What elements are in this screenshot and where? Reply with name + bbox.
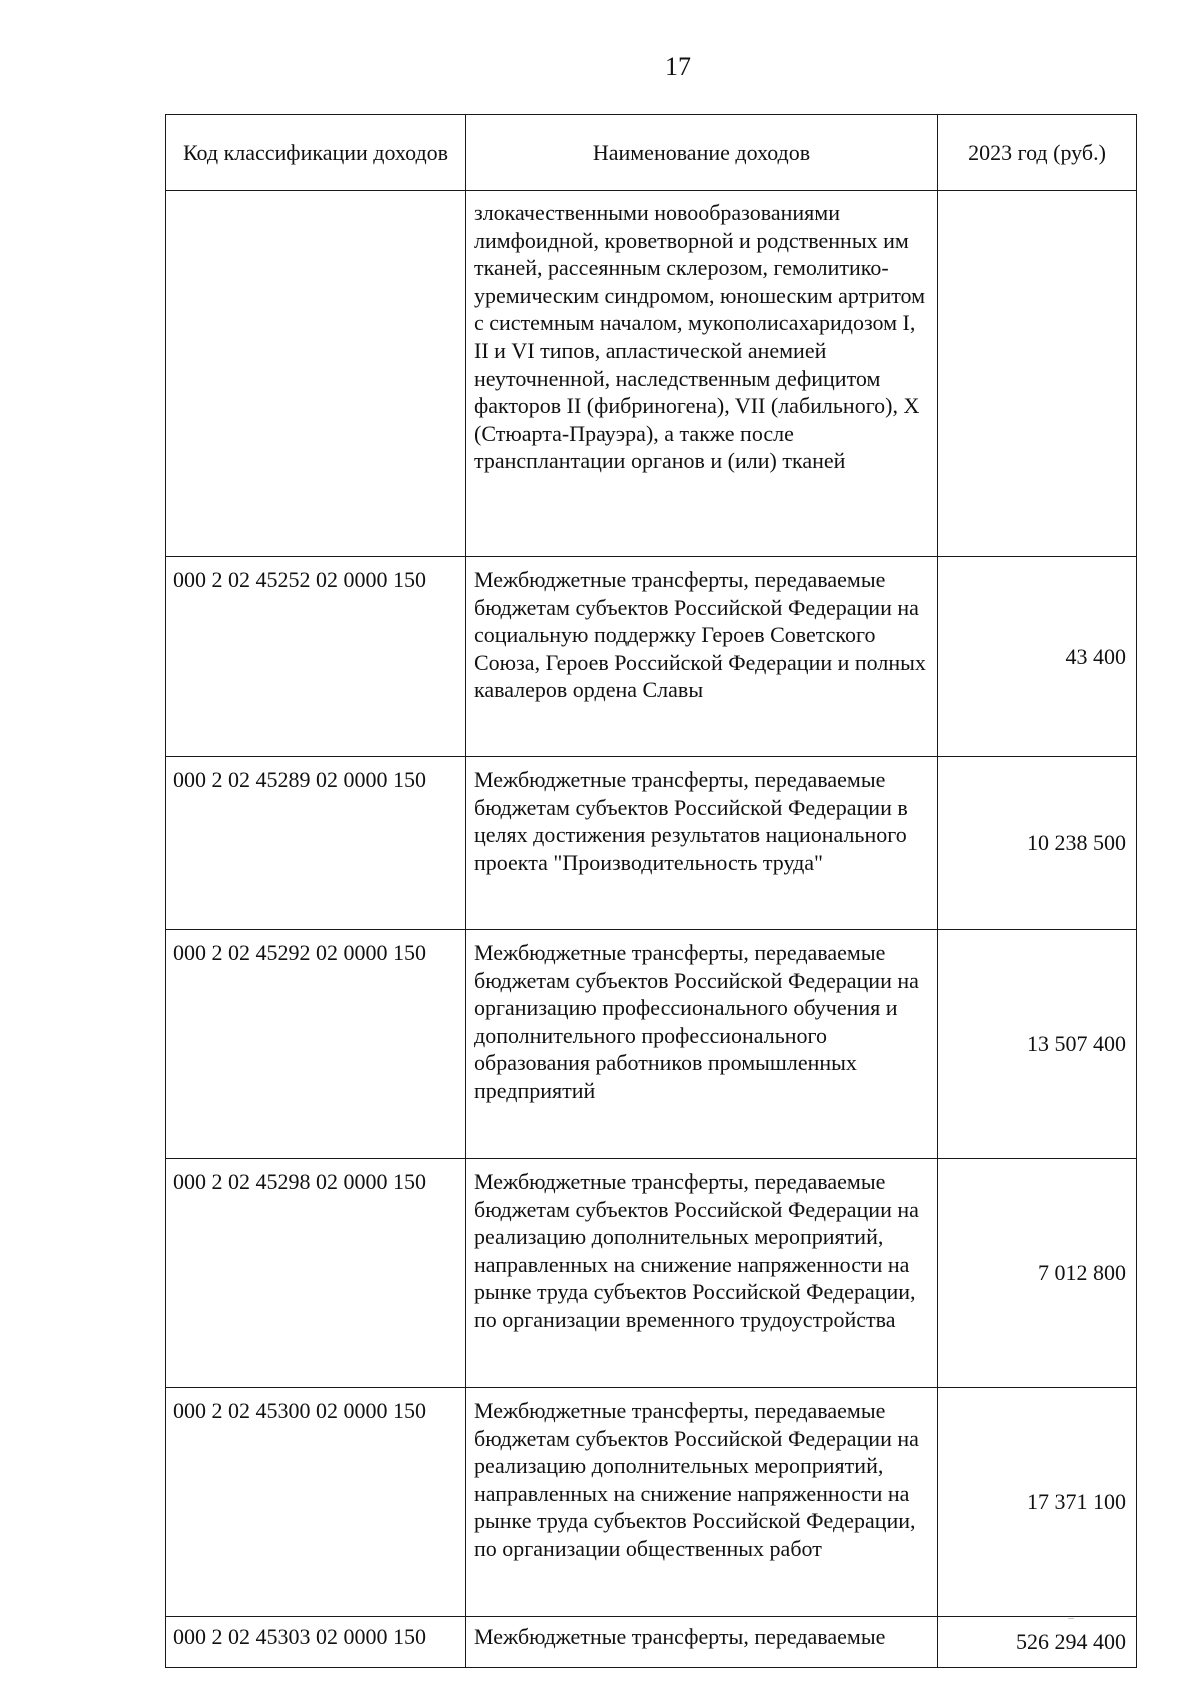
code-cell: 000 2 02 45300 02 0000 150	[166, 1388, 466, 1617]
table-row	[166, 1617, 1137, 1668]
table-row	[166, 930, 1137, 1159]
continuation-name-cell: злокачественными новообразованиями лимфоидной, кроветворной и родственных им тканей, рассеянным склерозом, гемолитико-уремическим синдромом, юношеским артритом с системным началом, мукополисахаридозом I, II и VI типов, апластической анемией неуточненной, наследственным дефицитом факторов II (фибриногена), VII (лабильного), X (Стюарта-Прауэра), а также после трансплантации органов и (или) тканей	[466, 191, 938, 557]
amount-cell: 43 400	[938, 557, 1137, 757]
name-cell: Межбюджетные трансферты, передаваемые бюджетам субъектов Российской Федерации на реализацию дополнительных мероприятий, направленных на снижение напряженности на рынке труда субъектов Российской Федерации, по организации временного трудоустройства	[466, 1159, 938, 1388]
amount-cell: 526 294 400	[938, 1617, 1137, 1668]
name-cell: Межбюджетные трансферты, передаваемые бюджетам субъектов Российской Федерации в целях достижения результатов национального проекта "Производительность труда"	[466, 757, 938, 930]
scan-speck	[1068, 1618, 1074, 1619]
code-cell: 000 2 02 45252 02 0000 150	[166, 557, 466, 757]
name-cell: Межбюджетные трансферты, передаваемые	[466, 1617, 938, 1668]
continuation-code-cell	[166, 191, 466, 557]
table-row-continuation	[166, 191, 1137, 557]
table-row	[166, 1388, 1137, 1617]
name-cell: Межбюджетные трансферты, передаваемые бюджетам субъектов Российской Федерации на реализацию дополнительных мероприятий, направленных на снижение напряженности на рынке труда субъектов Российской Федерации, по организации общественных работ	[466, 1388, 938, 1617]
header-code: Код классификации доходов	[166, 115, 466, 191]
continuation-amount-cell	[938, 191, 1137, 557]
code-cell: 000 2 02 45298 02 0000 150	[166, 1159, 466, 1388]
amount-cell: 10 238 500	[938, 757, 1137, 930]
amount-cell: 17 371 100	[938, 1388, 1137, 1617]
revenue-table	[165, 114, 1137, 1668]
code-cell: 000 2 02 45292 02 0000 150	[166, 930, 466, 1159]
table-row	[166, 557, 1137, 757]
code-cell: 000 2 02 45303 02 0000 150	[166, 1617, 466, 1668]
code-cell: 000 2 02 45289 02 0000 150	[166, 757, 466, 930]
header-amount: 2023 год (руб.)	[938, 115, 1137, 191]
amount-cell: 7 012 800	[938, 1159, 1137, 1388]
table-row	[166, 757, 1137, 930]
amount-cell: 13 507 400	[938, 930, 1137, 1159]
header-name: Наименование доходов	[466, 115, 938, 191]
name-cell: Межбюджетные трансферты, передаваемые бюджетам субъектов Российской Федерации на социальную поддержку Героев Советского Союза, Героев Российской Федерации и полных кавалеров ордена Славы	[466, 557, 938, 757]
name-cell: Межбюджетные трансферты, передаваемые бюджетам субъектов Российской Федерации на организацию профессионального обучения и дополнительного профессионального образования работников промышленных предприятий	[466, 930, 938, 1159]
table-header-row	[166, 115, 1137, 191]
page-number: 17	[665, 52, 691, 81]
table-row	[166, 1159, 1137, 1388]
